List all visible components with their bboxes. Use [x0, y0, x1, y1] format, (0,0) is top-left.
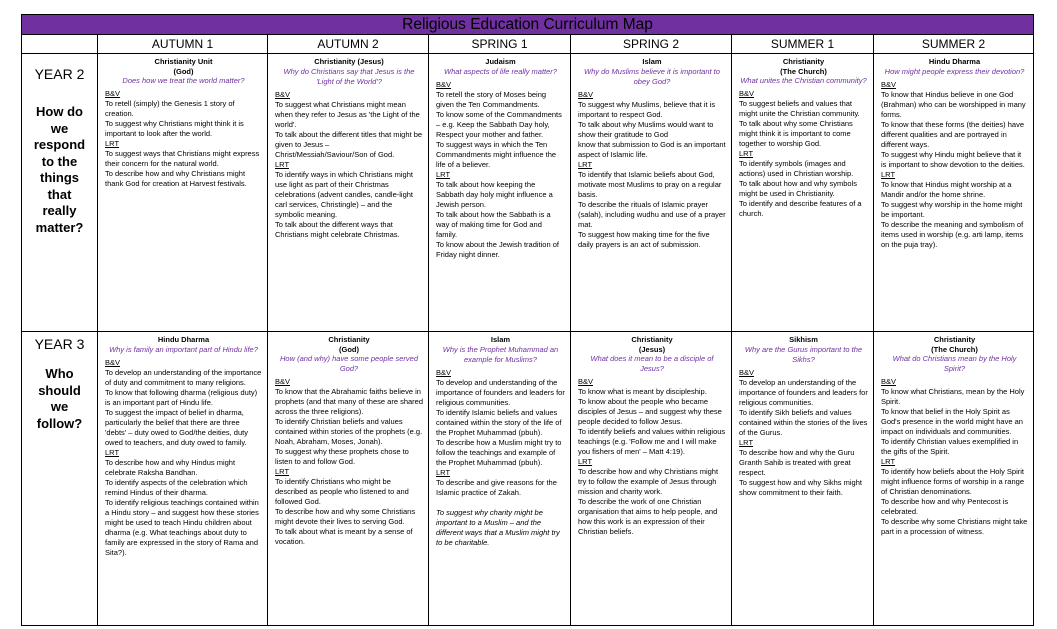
- lrt-label: LRT: [275, 159, 290, 169]
- lrt-label: LRT: [739, 149, 754, 158]
- year-row: [22, 54, 1034, 332]
- lrt-label: LRT: [739, 437, 754, 447]
- term-header: SUMMER 2: [874, 35, 1034, 54]
- unit-cell: [429, 332, 571, 626]
- unit-cell: [874, 332, 1034, 626]
- unit-title: (The Church): [931, 344, 978, 354]
- unit-content: [732, 54, 873, 221]
- unit-cell: [268, 332, 429, 626]
- unit-title: (God): [173, 66, 194, 76]
- unit-content: [874, 332, 1033, 539]
- objective: To describe the work of one Christian organisation that aims to help people, and how this work is an expression of their Christian beliefs.: [578, 497, 718, 536]
- objective: To describe how a Muslim might try to follow the teachings and example of the Prophet Muhammad (pbuh).: [436, 437, 562, 467]
- objective: To know what Christians, mean by the Holy Spirit.: [881, 387, 1025, 406]
- unit-content: [571, 54, 731, 252]
- unit-cell: [98, 332, 268, 626]
- objective: To know some of the Commandments – e.g. Keep the Sabbath Day holy, Respect your mother and father.: [436, 109, 562, 139]
- term-header: SPRING 2: [571, 35, 732, 54]
- objective-italic: To suggest why charity might be important to a Muslim – and the different ways that a Muslim might try to be charitable.: [436, 507, 560, 547]
- bv-label: B&V: [881, 79, 897, 89]
- year-cell: [22, 54, 98, 332]
- unit-content: [429, 54, 570, 262]
- lrt-label: LRT: [105, 139, 120, 148]
- bv-label: B&V: [436, 367, 452, 377]
- objective: know that submission to God is an important aspect of Islamic life.: [578, 139, 726, 159]
- term-header: AUTUMN 1: [98, 35, 268, 54]
- objective: To develop an understanding of the importance of founders and leaders for religious communities.: [739, 377, 868, 407]
- unit-cell: [732, 332, 874, 626]
- term-header: SPRING 1: [429, 35, 571, 54]
- year-big-question: Who should we follow?: [36, 366, 83, 431]
- objective: To talk about how keeping the Sabbath day holy might influence a Jewish person.: [436, 179, 553, 209]
- objective: To describe why some Christians might take part in a procession of witness.: [881, 517, 1028, 536]
- objective: To identify Islamic beliefs and values contained within the story of the life of the Prophet Muhammad (pbuh).: [436, 407, 562, 437]
- year-label: YEAR 3: [34, 336, 85, 352]
- objective: To identify how beliefs about the Holy Spirit might influence forms of worship in a range of Christian denominations.: [881, 467, 1024, 496]
- objective: To know that following dharma (religious duty) is an important part of Hindu life.: [105, 387, 258, 407]
- unit-title: Hindu Dharma: [157, 335, 210, 344]
- objective: To suggest how and why Sikhs might show commitment to their faith.: [739, 477, 862, 497]
- unit-cell: [429, 54, 571, 332]
- objective: To identify Christians who might be described as people who listened to and followed God.: [275, 477, 409, 506]
- bv-label: B&V: [275, 377, 291, 386]
- lrt-label: LRT: [105, 447, 120, 457]
- unit-title: Judaism: [485, 57, 516, 66]
- lrt-label: LRT: [881, 169, 896, 179]
- unit-title: Islam: [490, 335, 511, 344]
- objective: To identify Sikh beliefs and values contained within the stories of the lives of the Gurus.: [739, 407, 868, 437]
- unit-question: Why is family an important part of Hindu life?: [109, 344, 258, 354]
- objective: To talk about what is meant by a sense of vocation.: [275, 527, 413, 546]
- term-header: SUMMER 1: [732, 35, 874, 54]
- objective: To know that belief in the Holy Spirit as God's presence in the world might have an impact on individuals and communities.: [881, 407, 1023, 436]
- objective: To know about the Jewish tradition of Friday night dinner.: [436, 239, 559, 259]
- unit-question: What do Christians mean by the Holy Spirit?: [892, 354, 1017, 373]
- corner-cell: [22, 35, 98, 54]
- bv-label: B&V: [578, 89, 594, 99]
- unit-content: [268, 54, 428, 242]
- objective: To retell (simply) the Genesis 1 story of creation.: [105, 99, 235, 118]
- curriculum-map: [21, 14, 1033, 626]
- objective: To know what is meant by discipleship.: [578, 387, 707, 396]
- page-title: Religious Education Curriculum Map: [22, 15, 1034, 35]
- lrt-label: LRT: [578, 159, 593, 169]
- lrt-label: LRT: [436, 169, 451, 179]
- term-header-row: [22, 35, 1034, 54]
- objective: To suggest ways that Christians might express their concern for the natural world.: [105, 149, 260, 168]
- objective: To talk about why Muslims would want to show their gratitude to God: [578, 119, 714, 139]
- objective: To identify beliefs and values within religious teachings (e.g. 'Follow me and I will make you fishers of men' – Matt 4:19).: [578, 427, 726, 456]
- objective: To describe how and why Hindus might celebrate Raksha Bandhan.: [105, 457, 236, 477]
- objective: To describe how and why Christians might try to follow the example of Jesus through mission and charity work.: [578, 467, 719, 496]
- lrt-label: LRT: [436, 467, 451, 477]
- objective: To identify Christian beliefs and values contained within stories of the prophets (e.g. Noah, Abraham, Moses, Jonah).: [275, 417, 423, 446]
- unit-question: How (and why) have some people served God?: [280, 354, 418, 373]
- unit-cell: [98, 54, 268, 332]
- unit-title: Christianity: [328, 335, 370, 344]
- unit-question: Why do Christians say that Jesus is the 'Light of the World'?: [283, 66, 415, 86]
- objective: To describe how and why some Christians might devote their lives to serving God.: [275, 507, 416, 526]
- year-cell: [22, 332, 98, 626]
- bv-label: B&V: [578, 377, 594, 386]
- objective: To know that these forms (the deities) have different qualities and are portrayed in different ways.: [881, 119, 1024, 149]
- objective: To suggest what Christians might mean when they refer to Jesus as 'the Light of the world'.: [275, 99, 420, 129]
- unit-question: Why is the Prophet Muhammad an example for Muslims?: [442, 344, 559, 364]
- unit-question: How might people express their devotion?: [884, 66, 1025, 76]
- bv-label: B&V: [436, 79, 452, 89]
- unit-cell: [732, 54, 874, 332]
- unit-content: [98, 332, 267, 560]
- unit-content: [874, 54, 1033, 252]
- objective: To describe and give reasons for the Islamic practice of Zakah.: [436, 477, 557, 497]
- objective: To suggest why these prophets chose to listen to and follow God.: [275, 447, 409, 466]
- unit-content: [429, 332, 570, 550]
- unit-title: Islam: [642, 57, 662, 66]
- unit-question: What unites the Christian community?: [740, 76, 867, 85]
- unit-question: Why do Muslims believe it is important to obey God?: [584, 66, 720, 86]
- objective: To talk about the different titles that might be given to Jesus – Christ/Messiah/Saviour/Son of God.: [275, 129, 423, 159]
- bv-label: B&V: [105, 357, 121, 367]
- bv-label: B&V: [739, 367, 755, 377]
- unit-title: Sikhism: [789, 335, 818, 344]
- objective: To suggest why Hindu might believe that it is important to show devotion to the deities.: [881, 149, 1025, 169]
- objective: To talk about how and why symbols might be used in Christianity.: [739, 179, 857, 198]
- objective: To suggest ways in which the Ten Commandments might influence the life of a believer.: [436, 139, 557, 169]
- objective: To talk about the different ways that Christians might celebrate Christmas.: [275, 219, 400, 239]
- objective: To identify that Islamic beliefs about God, motivate most Muslims to pray on a regular basis.: [578, 169, 722, 199]
- objective: To suggest why Muslims, believe that it is important to respect God.: [578, 99, 716, 119]
- objective: To develop and understanding of the importance of founders and leaders for religious communities.: [436, 377, 565, 407]
- unit-cell: [874, 54, 1034, 332]
- unit-title: Christianity: [631, 335, 673, 344]
- objective: To describe how and why Christians might thank God for creation at Harvest festivals.: [105, 169, 247, 188]
- objective: To describe the meaning and symbolism of items used in worship (e.g. arti lamp, items on the puja tray).: [881, 219, 1024, 249]
- unit-title: (The Church): [780, 66, 827, 76]
- lrt-label: LRT: [275, 467, 290, 476]
- bv-label: B&V: [105, 89, 121, 98]
- objective: To identify and describe features of a church.: [739, 199, 862, 218]
- unit-content: [98, 54, 267, 191]
- objective: To identify ways in which Christians might use light as part of their Christmas celebrations (advent candles, candle-light carl services, Christingle) – and the symbolic meaning.: [275, 169, 413, 219]
- unit-question: Does how we treat the world matter?: [122, 76, 245, 85]
- unit-cell: [571, 332, 732, 626]
- unit-title: Hindu Dharma: [928, 57, 981, 66]
- unit-content: [268, 332, 428, 549]
- unit-title: (God): [339, 344, 359, 354]
- unit-content: [571, 332, 731, 539]
- unit-title: (Jesus): [638, 344, 666, 354]
- unit-question: What aspects of life really matter?: [444, 66, 557, 76]
- bv-label: B&V: [881, 377, 897, 386]
- objective: To know that Hindus might worship at a Mandir and/or the home shrine.: [881, 179, 1012, 199]
- objective: To describe how and why Pentecost is celebrated.: [881, 497, 1009, 516]
- objective: To describe the rituals of Islamic prayer (salah), including wudhu and use of a prayer mat.: [578, 199, 726, 229]
- term-header: AUTUMN 2: [268, 35, 429, 54]
- objective: To suggest why worship in the home might be important.: [881, 199, 1023, 219]
- objective: To suggest why Christians might think it is important to look after the world.: [105, 119, 244, 138]
- unit-cell: [268, 54, 429, 332]
- objective: To talk about how the Sabbath is a way of making time for God and family.: [436, 209, 551, 239]
- objective: To identify religious teachings contained within a Hindu story – and suggest how these stories might be used to teach Hindu children about dharma (e.g. What teachings about duty to family are expressed in the story of Rama and Sita?).: [105, 497, 259, 557]
- objective: To identify symbols (images and actions) used in Christian worship.: [739, 159, 854, 178]
- year-row: [22, 332, 1034, 626]
- year-label: YEAR 2: [34, 66, 85, 82]
- bv-label: B&V: [739, 89, 755, 98]
- unit-title: Christianity: [782, 57, 825, 66]
- objective: To talk about why some Christians might think it is important to come together to worship God.: [739, 119, 853, 148]
- objective: To suggest how making time for the five daily prayers is an act of submission.: [578, 229, 710, 249]
- objective: To identify Christian values exemplified in the gifts of the Spirit.: [881, 437, 1019, 456]
- objective: To retell the story of Moses being given the Ten Commandments.: [436, 89, 547, 109]
- spacer: [436, 498, 565, 508]
- unit-title: Christianity: [933, 335, 976, 344]
- objective: To describe how and why the Guru Granth Sahib is treated with great respect.: [739, 447, 855, 477]
- unit-title: Christianity (Jesus): [314, 57, 384, 66]
- year-big-question: How do we respond to the things that really matter?: [33, 104, 86, 235]
- objective: To know that the Abrahamic faiths believe in prophets (and that many of these are shared across the three religions).: [275, 387, 424, 416]
- unit-cell: [571, 54, 732, 332]
- objective: To suggest beliefs and values that might unite the Christian community.: [739, 99, 860, 118]
- unit-content: [732, 332, 873, 500]
- lrt-label: LRT: [881, 457, 896, 466]
- objective: To identify aspects of the celebration which remind Hindus of their dharma.: [105, 477, 248, 497]
- objective: To know about the people who became disciples of Jesus – and suggest why these people decided to follow Jesus.: [578, 397, 722, 426]
- lrt-label: LRT: [578, 457, 593, 466]
- bv-label: B&V: [275, 89, 291, 99]
- objective: To know that Hindus believe in one God (Brahman) who can be worshipped in many forms.: [881, 89, 1026, 119]
- objective: To suggest the impact of belief in dharma, particularly the belief that there are three 'debts' – duty owed to God/the deities, duty owed to teachers, and duty owed to family.: [105, 407, 248, 447]
- unit-question: What does it mean to be a disciple of Jesus?: [590, 354, 714, 373]
- unit-title: Christianity Unit: [154, 57, 213, 66]
- curriculum-table: [21, 14, 1034, 626]
- unit-question: Why are the Gurus important to the Sikhs?: [744, 344, 863, 364]
- objective: To develop an understanding of the importance of duty and commitment to many religions.: [105, 367, 262, 387]
